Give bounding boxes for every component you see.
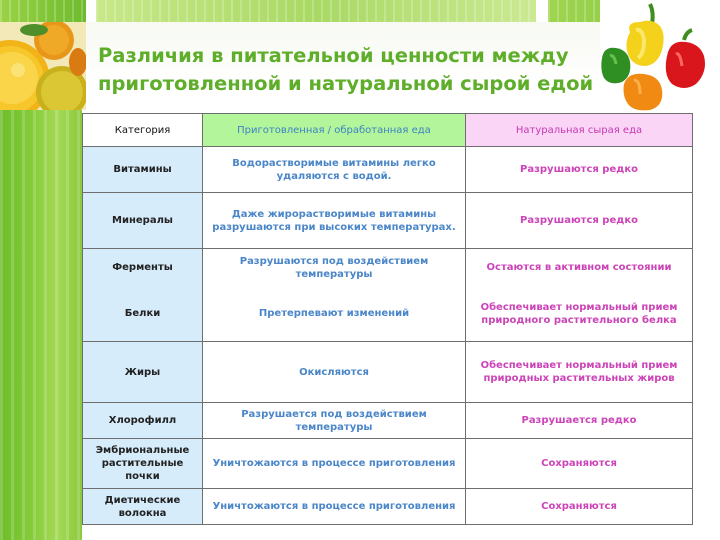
row-raw: Разрушается редко bbox=[466, 403, 693, 439]
row-cooked: Окисляются bbox=[203, 342, 466, 403]
row-raw: Обеспечивает нормальный прием природных растительных жиров bbox=[466, 342, 693, 403]
table-header-row bbox=[83, 114, 693, 147]
row-category: Витамины bbox=[83, 147, 203, 193]
row-cooked: Уничтожаются в процессе приготовления bbox=[203, 489, 466, 525]
row-cooked: Разрушаются под воздействием температуры bbox=[203, 249, 466, 287]
table-row bbox=[83, 342, 693, 403]
top-decor-strip bbox=[96, 0, 536, 22]
title-line-1: Различия в питательной ценности между bbox=[98, 44, 569, 67]
table-row bbox=[83, 403, 693, 439]
nutrition-comparison-table bbox=[82, 113, 693, 525]
table-row bbox=[83, 287, 693, 342]
row-category: Диетические волокна bbox=[83, 489, 203, 525]
header-cooked: Приготовленная / обработанная еда bbox=[203, 114, 466, 147]
row-category: Белки bbox=[83, 287, 203, 342]
row-raw: Разрушаются редко bbox=[466, 193, 693, 249]
table-row bbox=[83, 489, 693, 525]
row-cooked: Уничтожаются в процессе приготовления bbox=[203, 439, 466, 489]
left-decor-band bbox=[0, 110, 82, 540]
row-category: Эмбриональные растительные почки bbox=[83, 439, 203, 489]
row-cooked: Разрушается под воздействием температуры bbox=[203, 403, 466, 439]
table-row bbox=[83, 193, 693, 249]
top-decor-strip bbox=[0, 0, 86, 22]
row-category: Хлорофилл bbox=[83, 403, 203, 439]
table-row bbox=[83, 249, 693, 287]
header-raw: Натуральная сырая еда bbox=[466, 114, 693, 147]
table-row bbox=[83, 439, 693, 489]
row-cooked: Водорастворимые витамины легко удаляются с водой. bbox=[203, 147, 466, 193]
page-title bbox=[98, 42, 698, 98]
row-raw: Сохраняются bbox=[466, 439, 693, 489]
row-category: Минералы bbox=[83, 193, 203, 249]
header-category: Категория bbox=[83, 114, 203, 147]
row-raw: Сохраняются bbox=[466, 489, 693, 525]
citrus-fruit-icon bbox=[0, 22, 86, 110]
row-cooked: Претерпевают изменений bbox=[203, 287, 466, 342]
row-raw: Обеспечивает нормальный прием природного растительного белка bbox=[466, 287, 693, 342]
row-cooked: Даже жирорастворимые витамины разрушаются при высоких температурах. bbox=[203, 193, 466, 249]
table-row bbox=[83, 147, 693, 193]
row-category: Жиры bbox=[83, 342, 203, 403]
row-raw: Разрушаются редко bbox=[466, 147, 693, 193]
title-line-2: приготовленной и натуральной сырой едой bbox=[98, 72, 594, 95]
row-raw: Остаются в активном состоянии bbox=[466, 249, 693, 287]
row-category: Ферменты bbox=[83, 249, 203, 287]
citrus-fruit-image bbox=[0, 22, 86, 110]
